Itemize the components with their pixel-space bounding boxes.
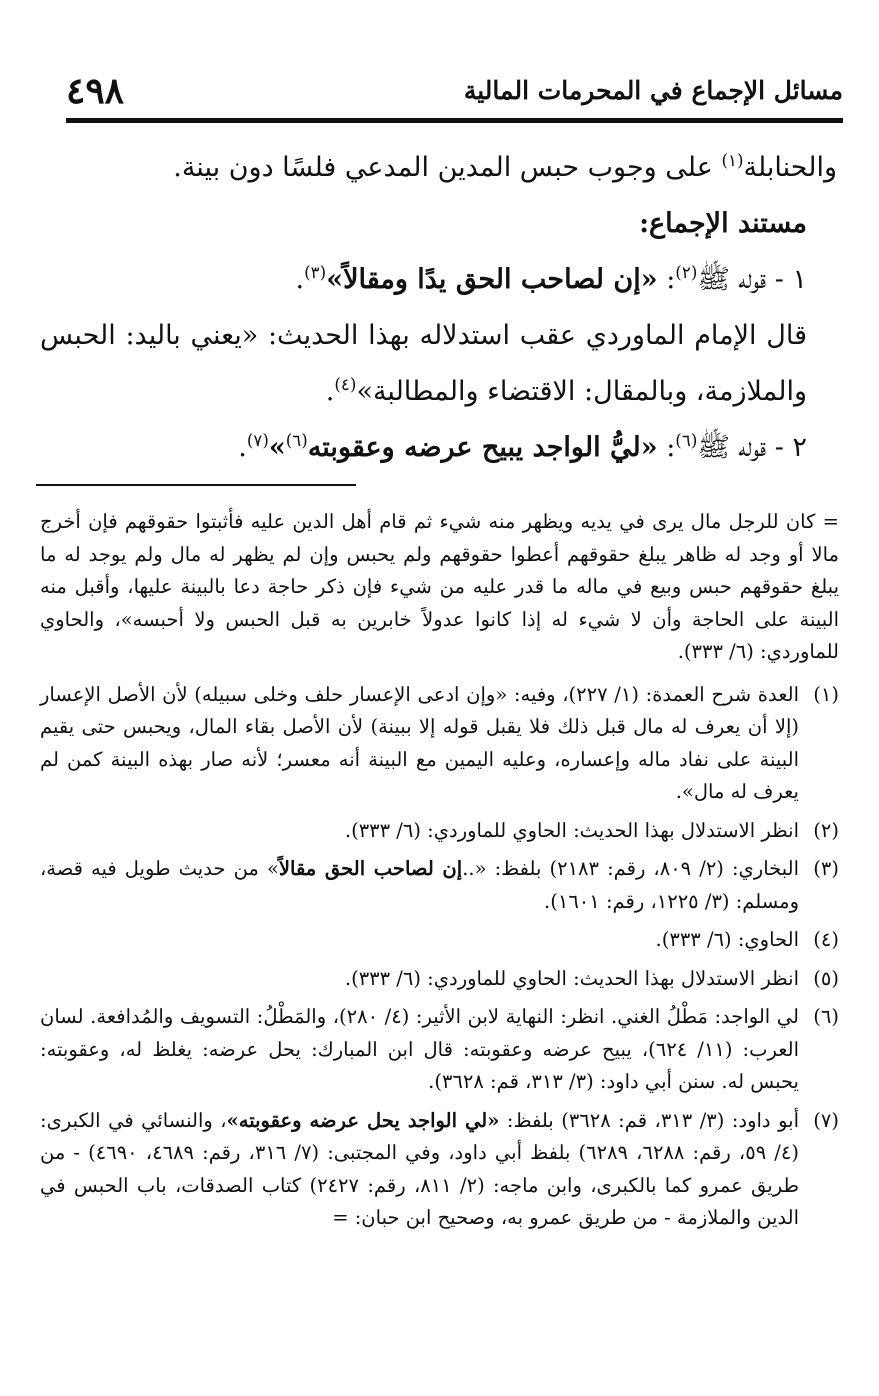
footnote-number: (٧)	[813, 1108, 839, 1132]
footnote-ref: (٧)	[246, 430, 269, 450]
text-run: :	[657, 264, 676, 295]
paragraph-mawardi	[40, 308, 837, 420]
footnote-number: (٤)	[813, 928, 839, 951]
bold-quote: إن لصاحب الحق مقالاً	[278, 857, 463, 880]
paragraph-intro	[40, 140, 837, 196]
text-run: ، والنسائي في الكبرى: (٤/ ٥٩، رقم: ٦٢٨٨، ٦٢٨٩) بلفظ أبي داود، وفي المجتبى: (٧/ ٣١٦، رقم: ٤٦٨٩، ٤٦٩٠) - من طريق عمرو كما بالكبرى، وابن ماجه: (٢/ ٨١١، رقم: ٢٤٢٧) كتاب الصدقات، باب الحبس في الدين والملازمة - من طريق عمرو به، وصحيح ابن حبان: =	[40, 1108, 800, 1229]
bold-quote: «لي الواجد يحل عرضه وعقوبته»	[226, 1108, 500, 1132]
footnote-1	[40, 679, 839, 809]
evidence-item-1	[40, 252, 837, 308]
section-heading: مستند الإجماع:	[639, 208, 807, 239]
footnote-7	[40, 1105, 839, 1235]
footnote-ref: (٤)	[334, 374, 357, 394]
hadith-quote: «إن لصاحب الحق يدًا ومقالاً»	[326, 264, 658, 295]
footnote-number: (١)	[813, 682, 839, 706]
footnote-text: العدة شرح العمدة: (١/ ٢٢٧)، وفيه: «وإن ادعى الإعسار حلف وخلى سبيله) لأن الأصل الإعسار (إلا أن يعرف له مال قبل ذلك فلا يقبل قوله إلا ببينة) لأن الأصل بقاء المال، ويحبس حتى يقيم البينة على نفاد ماله وإعساره، وعليه اليمين مع البينة أنه معسر؛ لأنه صار بهذه البينة كمن لم يعرف له مال».	[40, 682, 799, 803]
footnote-number: (٥)	[813, 966, 839, 990]
text-run: البخاري: (٢/ ٨٠٩، رقم: ٢١٨٣) بلفظ: «..	[462, 857, 799, 880]
text-run: ٢ - قوله ﷺ	[697, 432, 807, 463]
running-title: مسائل الإجماع في المحرمات المالية	[463, 76, 843, 105]
footnote-text	[40, 853, 799, 918]
footnote-ref: (٦)	[285, 430, 308, 450]
text-run: :	[657, 432, 676, 463]
main-text	[40, 140, 837, 476]
text-run: .	[238, 432, 247, 463]
footnote-ref: (٣)	[304, 262, 327, 282]
evidence-item-2	[40, 420, 837, 476]
text-run: قال الإمام الماوردي عقب استدلاله بهذا الحديث: «يعني باليد: الحبس والملازمة، وبالمقال: الاقتضاء والمطالبة»	[40, 320, 807, 407]
page-header	[66, 70, 843, 120]
footnote-number: (٢)	[813, 818, 839, 842]
footnote-continuation: = كان للرجل مال يرى في يديه ويظهر منه شيء ثم قام أهل الدين عليه فأثبتوا حقوقهم فإن أخرج مالا أو وجد له ظاهر يبلغ حقوقهم أعطوا حقوقهم ولم يحبس وإن لم يظهر له مال ولم يوجد له ما يبلغ حقوقهم حبس وبيع في ماله ما قدر عليه من شيء فإن ذكر حاجة دعا بالبينة عليها، وأقبل منه البينة على الحاجة وأن لا شيء له إذا كانوا عدولاً خابرين به قبل الحبس ولا أحبسه»، والحاوي للماوردي: (٦/ ٣٣٣).	[40, 510, 839, 663]
header-divider	[66, 118, 843, 123]
footnote-text	[40, 1105, 799, 1235]
footnote-number: (٦)	[813, 1005, 839, 1028]
footnote-5	[40, 963, 839, 996]
footnote-2	[40, 815, 839, 848]
footnote-text: انظر الاستدلال بهذا الحديث: الحاوي للماوردي: (٦/ ٣٣٣).	[344, 818, 799, 842]
text-run: ١ - قوله ﷺ	[697, 264, 807, 295]
footnote-text: الحاوي: (٦/ ٣٣٣).	[655, 928, 799, 951]
footnote-text: انظر الاستدلال بهذا الحديث: الحاوي للماوردي: (٦/ ٣٣٣).	[344, 966, 799, 990]
text-run: أبو داود: (٣/ ٣١٣، قم: ٣٦٢٨) بلفظ:	[499, 1108, 799, 1132]
footnote-ref: (٢)	[675, 262, 698, 282]
footnote-ref: (٦)	[675, 430, 698, 450]
footnote-text: لي الواجد: مَطْلُ الغني. انظر: النهاية لابن الأثير: (٤/ ٢٨٠)، والمَطْلُ: التسويف والمُدافعة. لسان العرب: (١١/ ٦٢٤)، يبيح عرضه وعقوبته: قال ابن المبارك: يحل عرضه: يغلظ له، وعقوبته: يحبس له. سنن أبي داود: (٣/ ٣١٣، قم: ٣٦٢٨).	[40, 1005, 800, 1093]
text-run: »	[268, 432, 286, 463]
text-run: والحنابلة	[743, 152, 837, 183]
footnote-3	[40, 853, 839, 918]
text-run: .	[325, 376, 335, 407]
text-run: .	[295, 264, 305, 295]
hadith-quote: «ليُّ الواجد يبيح عرضه وعقوبته	[307, 432, 658, 463]
footnote-separator	[36, 484, 356, 486]
footnotes	[40, 506, 839, 1241]
footnote-number: (٣)	[813, 857, 839, 880]
page-number: ٤٩٨	[66, 70, 125, 112]
footnote-6	[40, 1001, 839, 1099]
text-run: على وجوب حبس المدين المدعي فلسًا دون بينة.	[173, 152, 722, 183]
footnote-4	[40, 924, 839, 957]
text-run: » من حديث طويل فيه قصة، ومسلم: (٣/ ١٢٢٥، رقم: ١٦٠١).	[40, 857, 799, 913]
footnote-ref: (١)	[721, 150, 744, 170]
